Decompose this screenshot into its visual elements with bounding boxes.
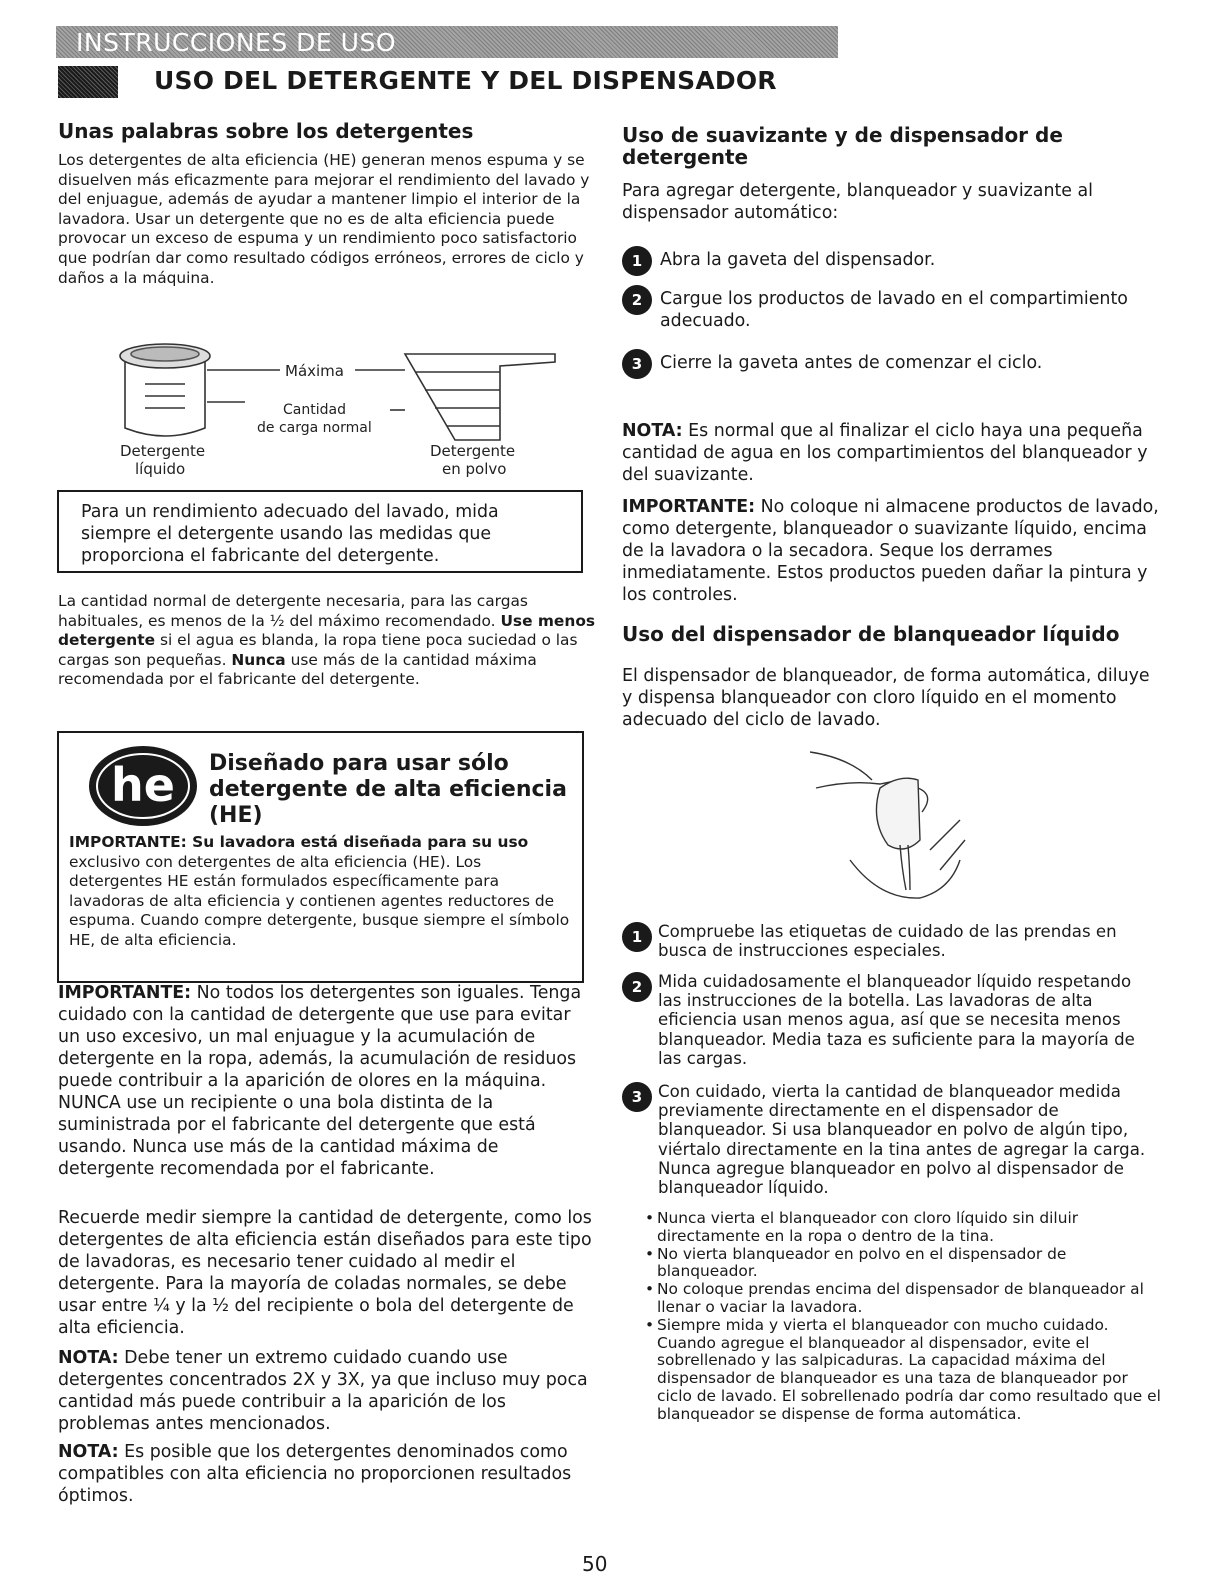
section-title: USO DEL DETERGENTE Y DEL DISPENSADOR bbox=[154, 66, 777, 95]
label-detergente-liquido-1: Detergente bbox=[120, 442, 206, 460]
he-logo-text: he bbox=[111, 758, 175, 812]
label-detergente-liquido-2: líquido bbox=[135, 460, 186, 478]
step-text-3: Cierre la gaveta antes de comenzar el ciclo. bbox=[660, 353, 1043, 373]
paragraph-importante-right: IMPORTANTE: No coloque ni almacene productos de lavado, como detergente, blanqueador o suavizante líquido, encima de la lavadora o la secadora. Seque los derrames inmediatamente. Estos productos pueden dañar la pintura y los controles. bbox=[622, 497, 1159, 605]
header-band bbox=[56, 26, 838, 58]
paragraph-nota-2: NOTA: Es posible que los detergentes denominados como compatibles con alta eficiencia no proporcionen resultados óptimos. bbox=[58, 1442, 572, 1506]
powder-scoop-illustration bbox=[355, 354, 555, 440]
bullet-item: • No vierta blanqueador en polvo en el dispensador de blanqueador. bbox=[645, 1246, 1165, 1282]
paragraph-importante-1: IMPORTANTE: No todos los detergentes son iguales. Tenga cuidado con la cantidad de detergente que use para evitar un uso excesivo, un mal enjuague y la acumulación de detergente en la ropa, además, la acumulación de residuos puede contribuir a la aparición de olores en la máquina. NUNCA use un recipiente o una bola distinta de la suministrada por el fabricante del detergente que está usando. Nunca use más de la cantidad máxima de detergente recomendada por el fabricante. bbox=[58, 983, 582, 1179]
paragraph-nota-1: NOTA: Debe tener un extremo cuidado cuando use detergentes concentrados 2X y 3X, ya que incluso muy poca cantidad más puede contribuir a la aparición de los problemas antes mencionados. bbox=[58, 1348, 588, 1434]
bleach-step-number-2: 2 bbox=[622, 972, 652, 1002]
paragraph-nota-right: NOTA: Es normal que al finalizar el ciclo haya una pequeña cantidad de agua en los compartimientos del blanqueador y del suavizante. bbox=[622, 421, 1148, 485]
bleach-step-text-1: Compruebe las etiquetas de cuidado de las prendas en busca de instrucciones especiales. bbox=[658, 922, 1117, 961]
paragraph-recuerde: Recuerde medir siempre la cantidad de detergente, como los detergentes de alta eficiencia están diseñados para este tipo de lavadoras, es necesario tener cuidado al medir el detergente. Para la mayoría de coladas normales, se debe usar entre ¼ y la ½ del recipiente o bola del detergente de alta eficiencia. bbox=[58, 1208, 592, 1338]
bullet-item: • No coloque prendas encima del dispensador de blanqueador al llenar o vaciar la lavadora. bbox=[645, 1281, 1165, 1317]
step-number-1: 1 bbox=[622, 246, 652, 276]
liquid-cap-illustration bbox=[120, 344, 280, 436]
header-band-label: INSTRUCCIONES DE USO bbox=[76, 28, 396, 57]
heading-blanqueador: Uso del dispensador de blanqueador líquido bbox=[622, 622, 1120, 646]
paragraph-detergentes: Los detergentes de alta eficiencia (HE) generan menos espuma y se disuelven más eficazmente para mejorar el rendimiento del lavado y del enjuague, además de ayudar a mantener limpio el interior de la lavadora. Usar un detergente que no es de alta eficiencia puede provocar un exceso de espuma y un rendimiento poco satisfactorio que podrían dar como resultado códigos erróneos, errores de ciclo y daños a la máquina. bbox=[58, 151, 590, 287]
bleach-step-number-3: 3 bbox=[622, 1082, 652, 1112]
he-logo-icon bbox=[83, 743, 203, 829]
measure-note-text: Para un rendimiento adecuado del lavado, mida siempre el detergente usando las medidas que proporciona el fabricante del detergente. bbox=[81, 502, 499, 566]
bleach-step-text-2: Mida cuidadosamente el blanqueador líquido respetando las instrucciones de la botella. Las lavadoras de alta eficiencia usan menos agua, así que se necesita menos blanqueador. Media taza es suficiente para la mayoría de las cargas. bbox=[658, 972, 1135, 1068]
detergent-measure-figure bbox=[115, 340, 565, 485]
heading-suavizante: Uso de suavizante y de dispensador de detergente bbox=[622, 123, 1063, 169]
bullet-item: • Nunca vierta el blanqueador con cloro líquido sin diluir directamente en la ropa o dentro de la tina. bbox=[645, 1210, 1165, 1246]
step-number-2: 2 bbox=[622, 285, 652, 315]
bleach-bullet-list bbox=[645, 1210, 1165, 1424]
label-cantidad: Cantidad bbox=[283, 402, 346, 418]
section-marker bbox=[58, 66, 118, 98]
page-number: 50 bbox=[582, 1552, 608, 1576]
bleach-step-number-1: 1 bbox=[622, 922, 652, 952]
bleach-step-text-3: Con cuidado, vierta la cantidad de blanqueador medida previamente directamente en el dispensador de blanqueador. Si usa blanqueador en polvo de algún tipo, viértalo directamente en la tina antes de agregar la carga. Nunca agregue blanqueador en polvo al dispensador de blanqueador líquido. bbox=[658, 1082, 1146, 1198]
he-detergent-box bbox=[57, 731, 584, 983]
step-text-2: Cargue los productos de lavado en el compartimiento adecuado. bbox=[660, 289, 1128, 331]
step-text-1: Abra la gaveta del dispensador. bbox=[660, 250, 936, 270]
he-box-title: Diseñado para usar sólo detergente de alta eficiencia (HE) bbox=[209, 751, 567, 828]
paragraph-cantidad: La cantidad normal de detergente necesaria, para las cargas habituales, es menos de la ½ del máximo recomendado. Use menos detergente si el agua es blanda, la ropa tiene poca suciedad o las cargas son pequeñas. Nunca use más de la cantidad máxima recomendada por el fabricante del detergente. bbox=[58, 592, 596, 689]
label-detergente-polvo-1: Detergente bbox=[430, 442, 516, 460]
bullet-item: • Siempre mida y vierta el blanqueador con mucho cuidado. Cuando agregue el blanqueador al dispensador, evite el sobrellenado y las salpicaduras. La capacidad máxima del dispensador de blanqueador es una taza de blanqueador por ciclo de lavado. El sobrellenado podría dar como resultado que el blanqueador se dispense de forma automática. bbox=[645, 1317, 1165, 1424]
label-maxima: Máxima bbox=[285, 362, 344, 380]
bleach-pouring-illustration bbox=[810, 740, 970, 905]
label-carga-normal: de carga normal bbox=[257, 420, 372, 436]
heading-detergentes: Unas palabras sobre los detergentes bbox=[58, 119, 474, 143]
step-number-3: 3 bbox=[622, 349, 652, 379]
he-box-text: IMPORTANTE: Su lavadora está diseñada para su uso exclusivo con detergentes de alta eficiencia (HE). Los detergentes HE están formulados específicamente para lavadoras de alta eficiencia y contienen agentes reductores de espuma. Cuando compre detergente, busque siempre el símbolo HE, de alta eficiencia. bbox=[69, 833, 570, 949]
paragraph-blanqueador: El dispensador de blanqueador, de forma automática, diluye y dispensa blanqueador con cloro líquido en el momento adecuado del ciclo de lavado. bbox=[622, 666, 1150, 730]
label-detergente-polvo-2: en polvo bbox=[442, 460, 507, 478]
paragraph-para-agregar: Para agregar detergente, blanqueador y suavizante al dispensador automático: bbox=[622, 181, 1094, 223]
measure-note-box bbox=[57, 490, 583, 573]
